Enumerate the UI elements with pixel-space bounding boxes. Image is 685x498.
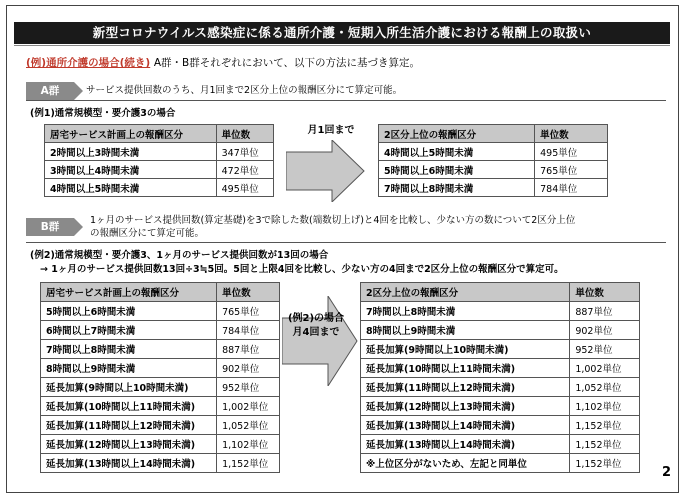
table-row — [361, 378, 640, 397]
table-row — [41, 302, 280, 321]
units-cell: 952単位 — [217, 378, 280, 397]
units-cell: 1,002単位 — [217, 397, 280, 416]
units-cell: 784単位 — [535, 179, 608, 197]
category-cell: 7時間以上8時間未満 — [41, 340, 217, 359]
units-cell: 1,102単位 — [570, 397, 640, 416]
case-2-label: (例2)通常規模型・要介護3、1ヶ月のサービス提供回数が13回の場合 — [30, 250, 329, 261]
category-cell: 延長加算(12時間以上13時間未満) — [361, 397, 570, 416]
units-cell: 1,152単位 — [570, 435, 640, 454]
table-row — [361, 302, 640, 321]
units-cell: 1,052単位 — [570, 378, 640, 397]
units-cell: 495単位 — [216, 179, 273, 197]
table-row — [41, 416, 280, 435]
table-row — [361, 359, 640, 378]
group-b-arrow-label-line2: 月4回まで — [292, 327, 340, 338]
category-cell: 5時間以上6時間未満 — [379, 161, 535, 179]
units-cell: 887単位 — [217, 340, 280, 359]
category-cell: 延長加算(9時間以上10時間未満) — [41, 378, 217, 397]
category-cell: 延長加算(11時間以上12時間未満) — [361, 378, 570, 397]
units-cell: 902単位 — [217, 359, 280, 378]
column-header-units: 単位数 — [570, 283, 640, 302]
category-cell: 8時間以上9時間未満 — [41, 359, 217, 378]
example-heading — [26, 55, 420, 70]
case-1-label: (例1)通常規模型・要介護3の場合 — [30, 108, 176, 119]
table-header-row — [379, 125, 608, 143]
column-header-category: 2区分上位の報酬区分 — [379, 125, 535, 143]
group-b-left-table — [40, 282, 280, 473]
group-b-row — [26, 215, 666, 239]
column-header-category: 居宅サービス計画上の報酬区分 — [41, 283, 217, 302]
column-header-units: 単位数 — [217, 283, 280, 302]
category-cell: 8時間以上9時間未満 — [361, 321, 570, 340]
table-row — [361, 340, 640, 359]
units-cell: 765単位 — [535, 161, 608, 179]
group-b-arrow-label — [284, 312, 348, 340]
group-a-label: A群 — [26, 82, 74, 100]
page-number: 2 — [661, 465, 671, 480]
category-cell: 延長加算(13時間以上14時間未満) — [41, 454, 217, 473]
group-a-row — [26, 82, 666, 100]
table-row — [361, 397, 640, 416]
column-header-units: 単位数 — [216, 125, 273, 143]
table-row — [379, 179, 608, 197]
category-cell: 4時間以上5時間未満 — [379, 143, 535, 161]
group-b-right-table — [360, 282, 640, 473]
category-cell: 延長加算(10時間以上11時間未満) — [361, 359, 570, 378]
table-row — [361, 435, 640, 454]
category-cell: 7時間以上8時間未満 — [379, 179, 535, 197]
title-divider — [14, 45, 670, 46]
units-cell: 1,102単位 — [217, 435, 280, 454]
category-cell: 延長加算(9時間以上10時間未満) — [361, 340, 570, 359]
table-row — [361, 321, 640, 340]
category-cell: 7時間以上8時間未満 — [361, 302, 570, 321]
table-row — [41, 340, 280, 359]
column-header-category: 居宅サービス計画上の報酬区分 — [45, 125, 217, 143]
table-row — [41, 359, 280, 378]
group-a-arrow-label: 月1回まで — [307, 125, 355, 136]
table-row — [361, 416, 640, 435]
table-row — [45, 179, 274, 197]
category-cell: 2時間以上3時間未満 — [45, 143, 217, 161]
category-cell: 延長加算(10時間以上11時間未満) — [41, 397, 217, 416]
table-row — [41, 321, 280, 340]
units-cell: 472単位 — [216, 161, 273, 179]
category-cell: 4時間以上5時間未満 — [45, 179, 217, 197]
table-row — [41, 454, 280, 473]
example-heading-label: (例)通所介護の場合(続き) — [26, 57, 151, 69]
table-row — [41, 378, 280, 397]
group-a-underline — [26, 100, 666, 101]
group-b-label: B群 — [26, 218, 74, 236]
case-2-explanation: → 1ヶ月のサービス提供回数13回÷3≒5回。5回と上限4回を比較し、少ない方の4回まで2区分上位の報酬区分で算定可。 — [40, 264, 564, 275]
group-b-arrow — [282, 296, 358, 386]
table-header-row — [361, 283, 640, 302]
category-cell: 6時間以上7時間未満 — [41, 321, 217, 340]
table-row — [379, 161, 608, 179]
units-cell: 347単位 — [216, 143, 273, 161]
table-header-row — [45, 125, 274, 143]
units-cell: 1,152単位 — [217, 454, 280, 473]
table-row — [379, 143, 608, 161]
group-a-arrow — [286, 140, 366, 202]
units-cell: 902単位 — [570, 321, 640, 340]
column-header-category: 2区分上位の報酬区分 — [361, 283, 570, 302]
units-cell: 765単位 — [217, 302, 280, 321]
page-title: 新型コロナウイルス感染症に係る通所介護・短期入所生活介護における報酬上の取扱い — [14, 22, 670, 44]
table-header-row — [41, 283, 280, 302]
table-row — [41, 397, 280, 416]
category-cell: 延長加算(13時間以上14時間未満) — [361, 416, 570, 435]
group-b-arrow-label-line1: (例2)の場合 — [287, 313, 345, 324]
units-cell: 952単位 — [570, 340, 640, 359]
table-row — [45, 161, 274, 179]
category-cell: 延長加算(11時間以上12時間未満) — [41, 416, 217, 435]
category-cell: 5時間以上6時間未満 — [41, 302, 217, 321]
column-header-units: 単位数 — [535, 125, 608, 143]
group-b-underline — [26, 242, 666, 243]
units-cell: 784単位 — [217, 321, 280, 340]
group-b-description — [90, 214, 575, 240]
category-cell: 延長加算(13時間以上14時間未満) — [361, 435, 570, 454]
units-cell: 1,152単位 — [570, 454, 640, 473]
group-a-description: サービス提供回数のうち、月1回まで2区分上位の報酬区分にて算定可能。 — [86, 85, 403, 96]
group-b-description-line2: の報酬区分にて算定可能。 — [90, 228, 205, 239]
category-cell: 3時間以上4時間未満 — [45, 161, 217, 179]
group-a-left-table — [44, 124, 274, 197]
group-a-right-table — [378, 124, 608, 197]
units-cell: 1,002単位 — [570, 359, 640, 378]
units-cell: 1,052単位 — [217, 416, 280, 435]
table-row — [361, 454, 640, 473]
group-b-description-line1: 1ヶ月のサービス提供回数(算定基礎)を3で除した数(端数切上げ)と4回を比較し、少ない方の数について2区分上位 — [90, 215, 576, 226]
units-cell: 1,152単位 — [570, 416, 640, 435]
category-cell: 延長加算(12時間以上13時間未満) — [41, 435, 217, 454]
table-row — [45, 143, 274, 161]
example-heading-text: A群・B群それぞれにおいて、以下の方法に基づき算定。 — [153, 57, 421, 69]
units-cell: 887単位 — [570, 302, 640, 321]
category-cell: ※上位区分がないため、左記と同単位 — [361, 454, 570, 473]
units-cell: 495単位 — [535, 143, 608, 161]
table-row — [41, 435, 280, 454]
